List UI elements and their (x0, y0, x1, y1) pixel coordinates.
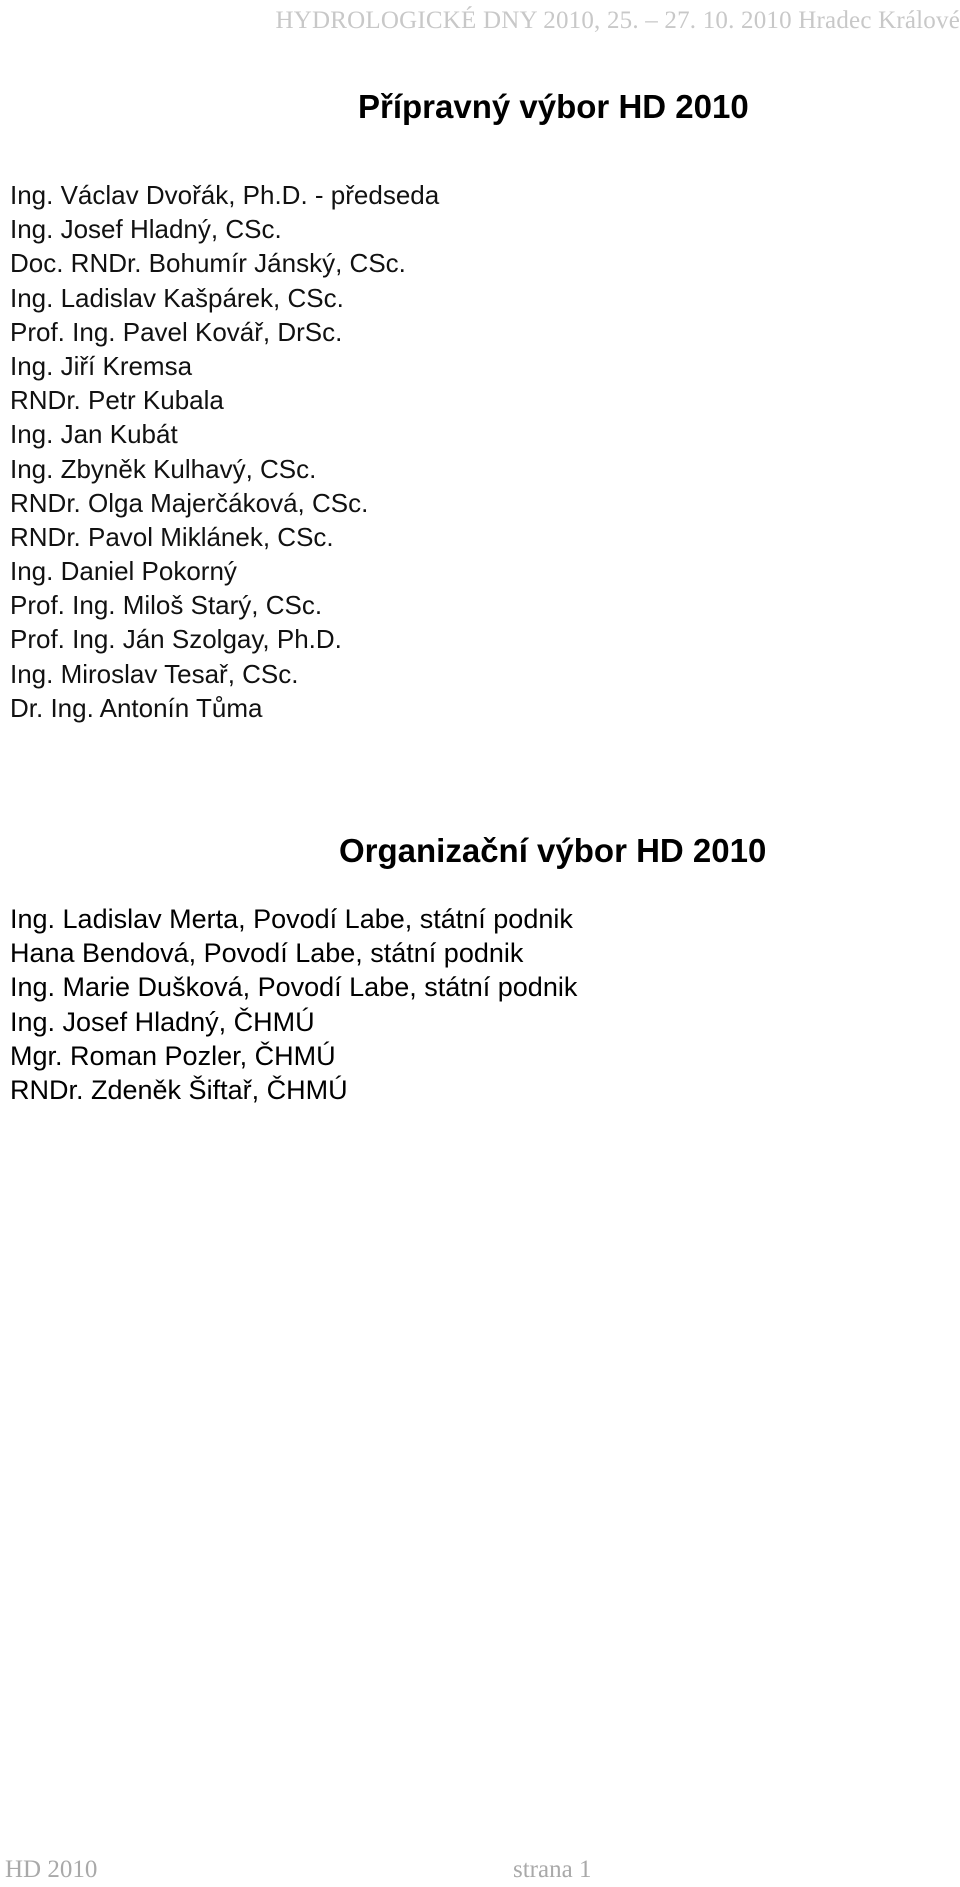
list-item: Ing. Josef Hladný, CSc. (10, 214, 282, 245)
preparatory-committee-title: Přípravný výbor HD 2010 (358, 88, 749, 125)
preparatory-committee-list (10, 178, 439, 725)
organizing-committee-title: Organizační výbor HD 2010 (339, 832, 767, 869)
list-item: RNDr. Zdeněk Šiftař, ČHMÚ (10, 1074, 348, 1105)
page-number: strana 1 (513, 1856, 592, 1883)
running-header: HYDROLOGICKÉ DNY 2010, 25. – 27. 10. 2010 Hradec Králové (275, 7, 960, 34)
list-item: Ing. Josef Hladný, ČHMÚ (10, 1006, 315, 1037)
list-item: Ing. Marie Dušková, Povodí Labe, státní podnik (10, 972, 578, 1003)
list-item: Dr. Ing. Antonín Tůma (10, 692, 263, 723)
list-item: Hana Bendová, Povodí Labe, státní podnik (10, 938, 524, 969)
list-item: Ing. Jiří Kremsa (10, 350, 193, 381)
list-item: Ing. Václav Dvořák, Ph.D. - předseda (10, 180, 440, 210)
list-item: Ing. Ladislav Merta, Povodí Labe, státní podnik (10, 904, 573, 934)
list-item: Mgr. Roman Pozler, ČHMÚ (10, 1040, 336, 1071)
list-item: Prof. Ing. Pavel Kovář, DrSc. (10, 316, 343, 347)
list-item: Ing. Jan Kubát (10, 419, 178, 450)
list-item: Ing. Daniel Pokorný (10, 556, 237, 587)
organizing-committee-list (10, 902, 577, 1107)
footer-title: HD 2010 (5, 1856, 98, 1883)
list-item: RNDr. Olga Majerčáková, CSc. (10, 487, 369, 518)
list-item: RNDr. Pavol Miklánek, CSc. (10, 521, 334, 552)
list-item: Ing. Zbyněk Kulhavý, CSc. (10, 453, 317, 484)
list-item: Prof. Ing. Miloš Starý, CSc. (10, 590, 323, 621)
list-item: Ing. Ladislav Kašpárek, CSc. (10, 282, 344, 313)
list-item: Prof. Ing. Ján Szolgay, Ph.D. (10, 624, 342, 655)
list-item: Doc. RNDr. Bohumír Jánský, CSc. (10, 248, 406, 279)
list-item: Ing. Miroslav Tesař, CSc. (10, 658, 299, 689)
list-item: RNDr. Petr Kubala (10, 385, 224, 416)
